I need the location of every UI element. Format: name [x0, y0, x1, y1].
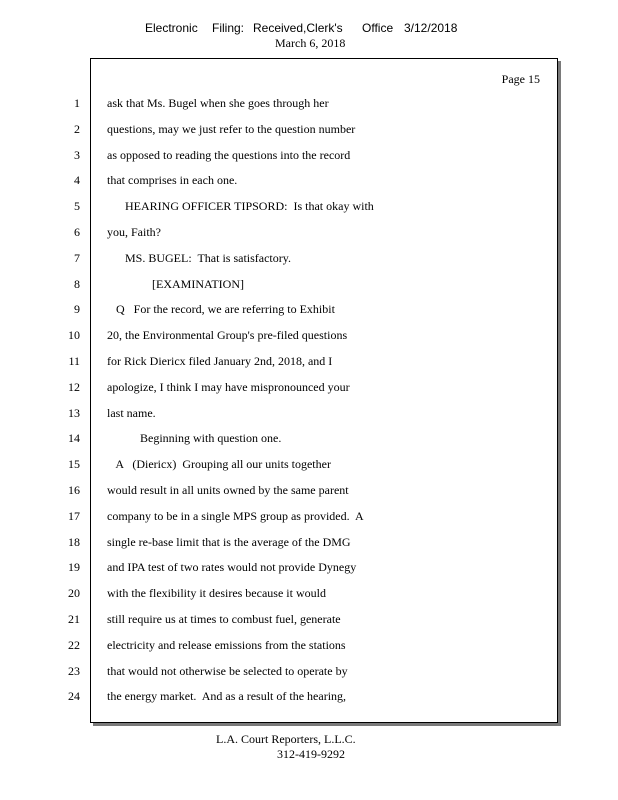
transcript-line: would result in all units owned by the same parent: [107, 483, 349, 497]
transcript-line: for Rick Diericx filed January 2nd, 2018, and I: [107, 354, 333, 368]
transcript-line: electricity and release emissions from the stations: [107, 638, 346, 652]
line-number: 23: [68, 664, 80, 678]
line-number: 24: [68, 689, 80, 703]
transcript-line: you, Faith?: [107, 225, 161, 239]
line-number: 18: [68, 535, 80, 549]
transcript-line: company to be in a single MPS group as provided. A: [107, 509, 364, 523]
line-number: 20: [68, 586, 80, 600]
line-number: 7: [74, 251, 80, 265]
transcript-line: ask that Ms. Bugel when she goes through her: [107, 96, 329, 110]
transcript-line: [EXAMINATION]: [107, 277, 244, 291]
footer-phone: 312-419-9292: [277, 747, 345, 761]
line-number: 10: [68, 328, 80, 342]
footer-company: L.A. Court Reporters, L.L.C.: [216, 732, 356, 746]
stamp-date: March 6, 2018: [275, 36, 346, 50]
line-number: 1: [74, 96, 80, 110]
transcript-line: still require us at times to combust fuel, generate: [107, 612, 341, 626]
transcript-line: that comprises in each one.: [107, 173, 238, 187]
line-number: 13: [68, 406, 80, 420]
stamp-part: Received,Clerk's: [253, 21, 343, 35]
line-number: 22: [68, 638, 80, 652]
transcript-line: questions, may we just refer to the question number: [107, 122, 356, 136]
line-number: 11: [68, 354, 80, 368]
line-number: 12: [68, 380, 80, 394]
line-number: 6: [74, 225, 80, 239]
line-number: 2: [74, 122, 80, 136]
page-number: Page 15: [501, 72, 540, 86]
line-number: 21: [68, 612, 80, 626]
transcript-line: and IPA test of two rates would not provide Dynegy: [107, 560, 357, 574]
transcript-line: last name.: [107, 406, 156, 420]
stamp-part: Electronic: [145, 21, 198, 35]
line-number: 16: [68, 483, 80, 497]
transcript-line: single re-base limit that is the average of the DMG: [107, 535, 351, 549]
line-number: 4: [74, 173, 80, 187]
stamp-part: Office: [362, 21, 394, 35]
transcript-line: 20, the Environmental Group's pre-filed questions: [107, 328, 348, 342]
stamp-part: 3/12/2018: [404, 21, 458, 35]
transcript-line: MS. BUGEL: That is satisfactory.: [107, 251, 291, 265]
line-number: 15: [68, 457, 80, 471]
transcript-line: that would not otherwise be selected to operate by: [107, 664, 348, 678]
transcript-line: as opposed to reading the questions into the record: [107, 148, 351, 162]
transcript-line: Beginning with question one.: [107, 431, 282, 445]
line-number: 14: [68, 431, 80, 445]
line-number: 9: [74, 302, 80, 316]
line-number: 8: [74, 277, 80, 291]
transcript-line: HEARING OFFICER TIPSORD: Is that okay with: [107, 199, 374, 213]
transcript-line: with the flexibility it desires because it would: [107, 586, 326, 600]
line-number: 3: [74, 148, 80, 162]
filing-stamp: [0, 21, 618, 35]
transcript-line: Q For the record, we are referring to Exhibit: [107, 302, 335, 316]
transcript-line: apologize, I think I may have mispronounced your: [107, 380, 350, 394]
stamp-part: Filing:: [212, 21, 245, 35]
line-number: 17: [68, 509, 80, 523]
line-number: 5: [74, 199, 80, 213]
transcript-line: the energy market. And as a result of the hearing,: [107, 689, 347, 703]
line-number: 19: [68, 560, 80, 574]
transcript-line: A (Diericx) Grouping all our units together: [107, 457, 331, 471]
